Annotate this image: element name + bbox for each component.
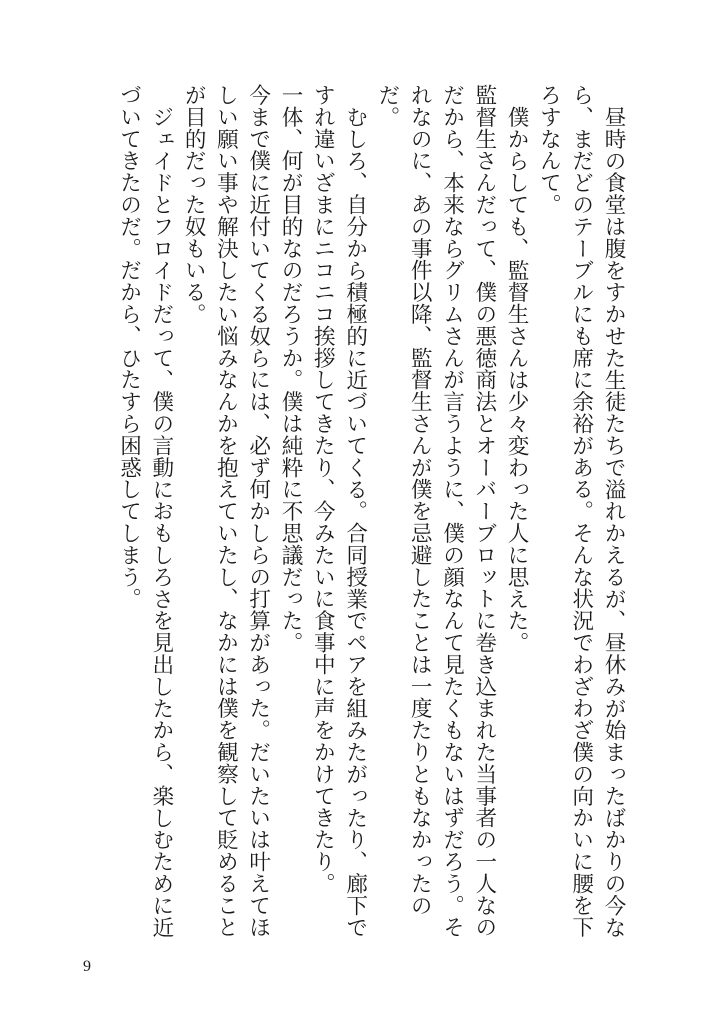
paragraph-5: 一体、何が目的なのだろうか。僕は純粋に不思議だった。 xyxy=(278,84,304,654)
paragraph-2: 僕からしても、監督生さんは少々変わった人に思えた。 xyxy=(504,105,530,654)
paragraph-6: 今まで僕に近付いてくる奴らには、必ず何かしらの打算があった。だいたいは叶えてほしい願い事や解決したい悩みなんかを抱えていたし、なかには僕を観察して貶めることが目的だった奴もいる。 xyxy=(181,84,271,939)
paragraph-3: 監督生さんだって、僕の悪徳商法とオーバーブロットに巻き込まれた当事者の一人なのだから、本来ならグリムさんが言うように、僕の顔なんて見たくもないはずだろう。それなのに、あの事件以降、監督生さんが僕を忌避したことは一度たりともなかったのだ。 xyxy=(374,84,497,939)
page-number: 9 xyxy=(83,958,91,975)
paragraph-7: ジェイドとフロイドだって、僕の言動におもしろさを見出したから、楽しむために近づいてきたのだ。だから、ひたすら困惑してしまう。 xyxy=(116,84,174,938)
vertical-text-body xyxy=(112,84,629,944)
paragraph-4: むしろ、自分から積極的に近づいてくる。合同授業でペアを組みたがったり、廊下ですれ違いざまにニコニコ挨拶してきたり、今みたいに食事中に声をかけてきたり。 xyxy=(310,84,368,938)
paragraph-1: 昼時の食堂は腹をすかせた生徒たちで溢れかえるが、昼休みが始まったばかりの今なら、まだどのテーブルにも席に余裕がある。そんな状況でわざわざ僕の向かいに腰を下ろすなんて。 xyxy=(536,84,626,939)
